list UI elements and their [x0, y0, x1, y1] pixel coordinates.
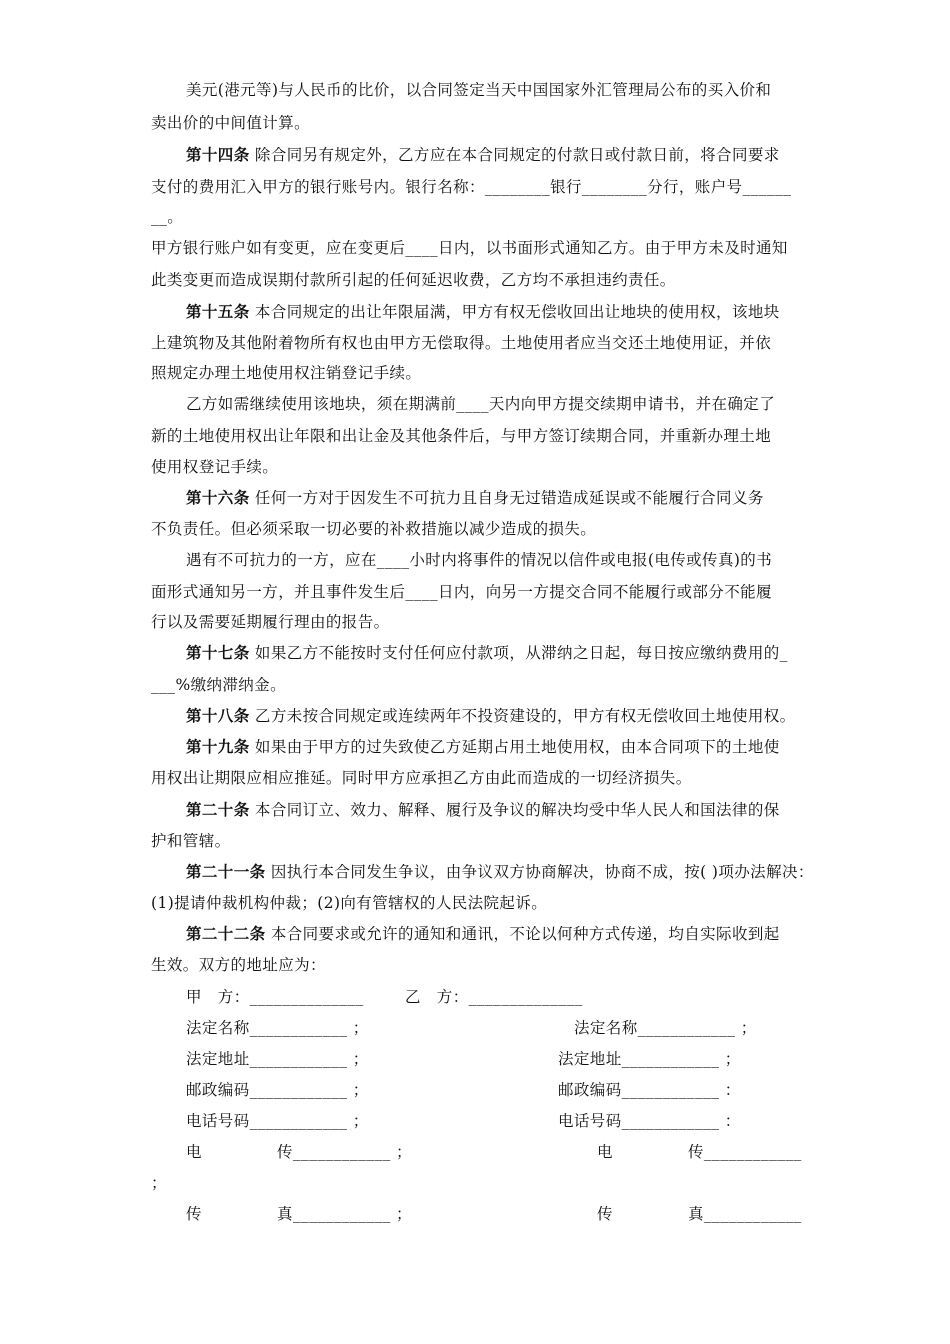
- party-b-fax-label: 传: [597, 1205, 613, 1223]
- article-title: 第二十一条: [186, 862, 266, 881]
- party-a-legal-name: 法定名称____________ ；: [186, 1019, 369, 1037]
- text-line: 使用权登记手续。: [151, 458, 279, 476]
- party-a-telex-label: 电: [186, 1143, 202, 1161]
- article-title: 第二十条: [186, 800, 250, 819]
- text-line: 乙方未按合同规定或连续两年不投资建设的，甲方有权无偿收回土地使用权。: [249, 707, 796, 725]
- party-a-telex: 传____________ ；: [277, 1143, 412, 1161]
- text-line: ___%缴纳滞纳金。: [151, 676, 286, 694]
- text-line: 甲方银行账户如有变更，应在变更后____日内，以书面形式通知乙方。由于甲方未及时通知: [151, 239, 788, 257]
- text-line: 遇有不可抗力的一方，应在____小时内将事件的情况以信件或电报(电传或传真)的书: [186, 551, 773, 569]
- party-b-phone: 电话号码____________ ：: [558, 1112, 741, 1130]
- party-a-legal-address: 法定地址____________ ；: [186, 1050, 369, 1068]
- text-line: 本合同订立、效力、解释、履行及争议的解决均受中华人民人和国法律的保: [249, 801, 780, 819]
- party-b-telex: 传____________: [688, 1143, 802, 1161]
- text-line: 用权出让期限应相应推延。同时甲方应承担乙方由此而造成的一切经济损失。: [151, 769, 692, 787]
- article-title: 第十九条: [186, 737, 250, 756]
- article-21: [186, 862, 814, 882]
- text-line: 护和管辖。: [151, 832, 231, 850]
- text-line: 如果乙方不能按时支付任何应付款项，从滞纳之日起，每日按应缴纳费用的_: [249, 644, 788, 662]
- text-line: 除合同另有规定外，乙方应在本合同规定的付款日或付款日前，将合同要求: [249, 146, 780, 164]
- text-line: 乙方如需继续使用该地块，须在期满前____天内向甲方提交续期申请书，并在确定了: [186, 395, 776, 413]
- article-title: 第十七条: [186, 643, 250, 662]
- article-title: 第二十二条: [186, 924, 266, 943]
- text-line: 新的土地使用权出让年限和出让金及其他条件后，与甲方签订续期合同，并重新办理土地: [151, 427, 772, 445]
- article-14: [186, 145, 780, 165]
- article-title: 第十六条: [186, 488, 250, 507]
- article-22: [186, 924, 780, 944]
- party-a-postal-code: 邮政编码____________ ；: [186, 1081, 369, 1099]
- text-line: 卖出价的中间值计算。: [151, 114, 311, 132]
- text-line: 生效。双方的地址应为：: [151, 956, 326, 974]
- article-title: 第十八条: [186, 706, 250, 725]
- text-line: (1)提请仲裁机构仲裁；(2)向有管辖权的人民法院起诉。: [151, 894, 548, 912]
- party-a-label: 甲 方：______________: [186, 988, 364, 1006]
- party-b-legal-name: 法定名称____________ ；: [574, 1019, 757, 1037]
- party-a-fax: 真____________ ；: [277, 1205, 412, 1223]
- article-title: 第十四条: [186, 145, 250, 164]
- telex-semicolon: ；: [151, 1174, 167, 1192]
- party-b-fax: 真____________: [688, 1205, 802, 1223]
- article-title: 第十五条: [186, 302, 250, 321]
- text-line: 不负责任。但必须采取一切必要的补救措施以减少造成的损失。: [151, 520, 597, 538]
- text-line: 本合同要求或允许的通知和通讯，不论以何种方式传递，均自实际收到起: [265, 925, 780, 943]
- text-line: 美元(港元等)与人民币的比价，以合同签定当天中国国家外汇管理局公布的买入价和: [186, 81, 772, 99]
- article-17: [186, 643, 788, 663]
- text-line: 照规定办理土地使用权注销登记手续。: [151, 364, 422, 382]
- text-line: __。: [151, 208, 184, 226]
- text-line: 此类变更而造成误期付款所引起的任何延迟收费，乙方均不承担违约责任。: [151, 271, 676, 289]
- party-b-telex-label: 电: [597, 1143, 613, 1161]
- text-line: 因执行本合同发生争议，由争议双方协商解决，协商不成，按( )项办法解决：: [265, 863, 814, 881]
- party-a-phone: 电话号码____________ ；: [186, 1112, 369, 1130]
- party-b-label: 乙 方：______________: [405, 988, 583, 1006]
- text-line: 行以及需要延期履行理由的报告。: [151, 613, 390, 631]
- text-line: 如果由于甲方的过失致使乙方延期占用土地使用权，由本合同项下的土地使: [249, 738, 780, 756]
- party-b-legal-address: 法定地址____________ ；: [558, 1050, 741, 1068]
- article-16: [186, 488, 764, 508]
- text-line: 上建筑物及其他附着物所有权也由甲方无偿取得。土地使用者应当交还土地使用证，并依: [151, 334, 772, 352]
- text-line: 任何一方对于因发生不可抗力且自身无过错造成延误或不能履行合同义务: [249, 489, 764, 507]
- text-line: 面形式通知另一方，并且事件发生后____日内，向另一方提交合同不能履行或部分不能履: [151, 583, 772, 601]
- article-15: [186, 302, 780, 322]
- party-b-postal-code: 邮政编码____________ ：: [558, 1081, 741, 1099]
- party-a-fax-label: 传: [186, 1205, 202, 1223]
- article-20: [186, 800, 780, 820]
- text-line: 本合同规定的出让年限届满，甲方有权无偿收回出让地块的使用权，该地块: [249, 303, 780, 321]
- article-18: [186, 706, 796, 726]
- article-19: [186, 737, 780, 757]
- text-line: 支付的费用汇入甲方的银行账号内。银行名称：________银行________分行，账户号______: [151, 178, 792, 196]
